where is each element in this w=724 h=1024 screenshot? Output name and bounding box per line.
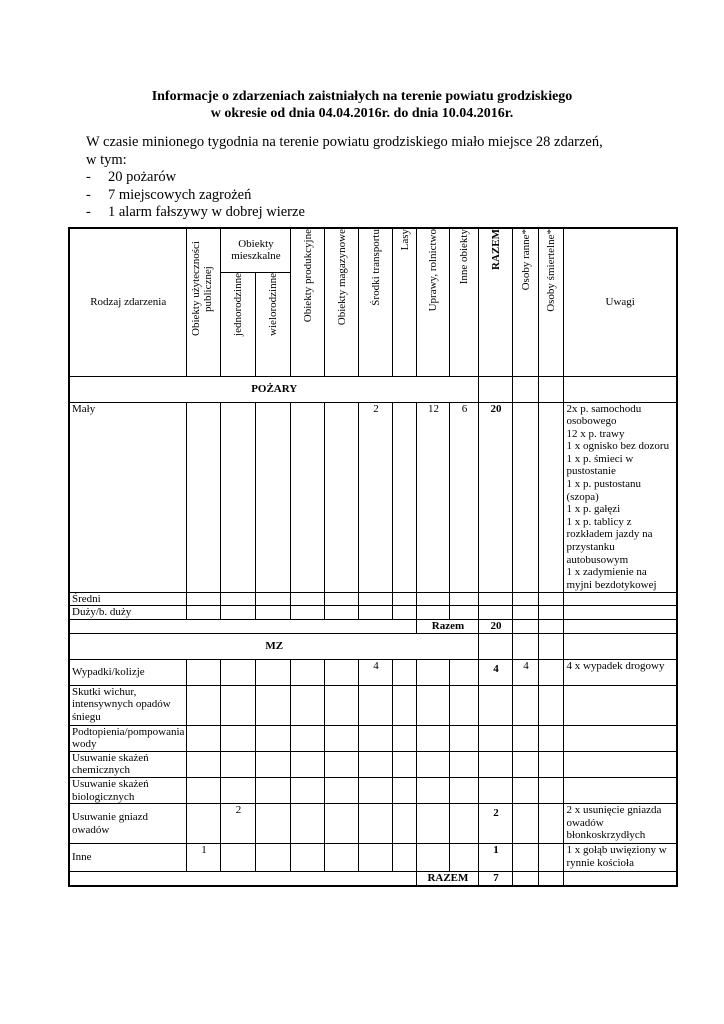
- section-mz: MZ: [69, 633, 479, 659]
- header-inne: Inne obiekty: [450, 228, 479, 376]
- cell-uwagi: 2 x usunięcie gniazda owadów błonkoskrzydłych: [564, 804, 677, 844]
- table-row: [69, 725, 677, 751]
- section-pozary: POŻARY: [69, 376, 479, 402]
- cell-razem: 4: [479, 659, 513, 685]
- fires-razem-value: 20: [479, 619, 513, 633]
- intro-tym: w tym:: [86, 151, 127, 168]
- cell-razem: 20: [479, 402, 513, 592]
- row-label: Skutki wichur, intensywnych opadów śniegu: [69, 685, 187, 725]
- cell-ranne: 4: [513, 659, 539, 685]
- cell-jedno: 2: [221, 804, 256, 844]
- table-row: [69, 592, 677, 606]
- header-prod: Obiekty produkcyjne: [291, 228, 325, 376]
- header-uwagi: Uwagi: [564, 228, 677, 376]
- header-jedno: jednorodzinne: [221, 272, 256, 376]
- row-label: Inne: [69, 844, 187, 872]
- cell-uwagi: 1 x gołąb uwięziony w rynnie kościoła: [564, 844, 677, 872]
- row-label: Wypadki/kolizje: [69, 659, 187, 685]
- cell-razem: 1: [479, 844, 513, 872]
- report-title-line2: w okresie od dnia 04.04.2016r. do dnia 10.04.2016r.: [210, 106, 514, 121]
- row-label: Duży/b. duży: [69, 606, 187, 620]
- report-title-line1: Informacje o zdarzeniach zaistniałych na terenie powiatu grodziskiego: [151, 89, 573, 104]
- row-label: Usuwanie skażeń chemicznych: [69, 751, 187, 777]
- mz-razem-value: 7: [479, 872, 513, 886]
- row-label: Podtopienia/pompowania wody: [69, 725, 187, 751]
- table-row: [69, 872, 677, 886]
- table-row: [69, 619, 677, 633]
- intro-sentence: W czasie minionego tygodnia na terenie powiatu grodziskiego miało miejsce 28 zdarzeń,: [86, 134, 603, 150]
- table-row: [69, 844, 677, 872]
- header-uprawy: Uprawy, rolnictwo: [417, 228, 450, 376]
- table-row: [69, 685, 677, 725]
- intro-item: - 7 miejscowych zagrożeń: [86, 186, 252, 203]
- cell-razem: 2: [479, 804, 513, 844]
- table-row: [69, 804, 677, 844]
- cell-uwagi: 2x p. samochodu osobowego 12 x p. trawy 1 x ognisko bez dozoru 1 x p. śmieci w pustostanie 1 x p. pustostanu (szopa) 1 x p. gałęzi 1 x p. tablicy z rozkładem jazdy na przystanku autobusowym 1 x zadymienie na myjni bezdotykowej: [564, 402, 677, 592]
- header-wielo: wielorodzinne: [256, 272, 291, 376]
- header-mieszkalne: Obiekty mieszkalne: [221, 228, 291, 272]
- header-rodzaj: Rodzaj zdarzenia: [69, 228, 187, 376]
- row-label: Średni: [69, 592, 187, 606]
- table-row: [69, 778, 677, 804]
- cell-uwagi: 4 x wypadek drogowy: [564, 659, 677, 685]
- cell-trans: 4: [359, 659, 393, 685]
- cell-trans: 2: [359, 402, 393, 592]
- header-trans: Środki transportu: [359, 228, 393, 376]
- intro-item: - 20 pożarów: [86, 169, 177, 185]
- row-label: Mały: [69, 402, 187, 592]
- header-ranne: Osoby ranne*: [513, 228, 539, 376]
- fires-razem-label: Razem: [417, 619, 479, 633]
- intro-text: [86, 134, 603, 222]
- header-smiert: Osoby śmiertelne*: [539, 228, 564, 376]
- header-razem: RAZEM: [479, 228, 513, 376]
- table-row: [69, 751, 677, 777]
- cell-inne: 6: [450, 402, 479, 592]
- table-row: [69, 402, 677, 592]
- mz-razem-label: RAZEM: [417, 872, 479, 886]
- header-lasy: Lasy: [393, 228, 417, 376]
- header-publ: Obiekty użyteczności publicznej: [187, 228, 221, 376]
- events-table: [68, 227, 678, 887]
- row-label: Usuwanie skażeń biologicznych: [69, 778, 187, 804]
- cell-publ: 1: [187, 844, 221, 872]
- header-mag: Obiekty magazynowe: [325, 228, 359, 376]
- intro-item: - 1 alarm fałszywy w dobrej wierze: [86, 204, 305, 220]
- cell-uprawy: 12: [417, 402, 450, 592]
- table-row: [69, 606, 677, 620]
- row-label: Usuwanie gniazd owadów: [69, 804, 187, 844]
- table-row: [69, 659, 677, 685]
